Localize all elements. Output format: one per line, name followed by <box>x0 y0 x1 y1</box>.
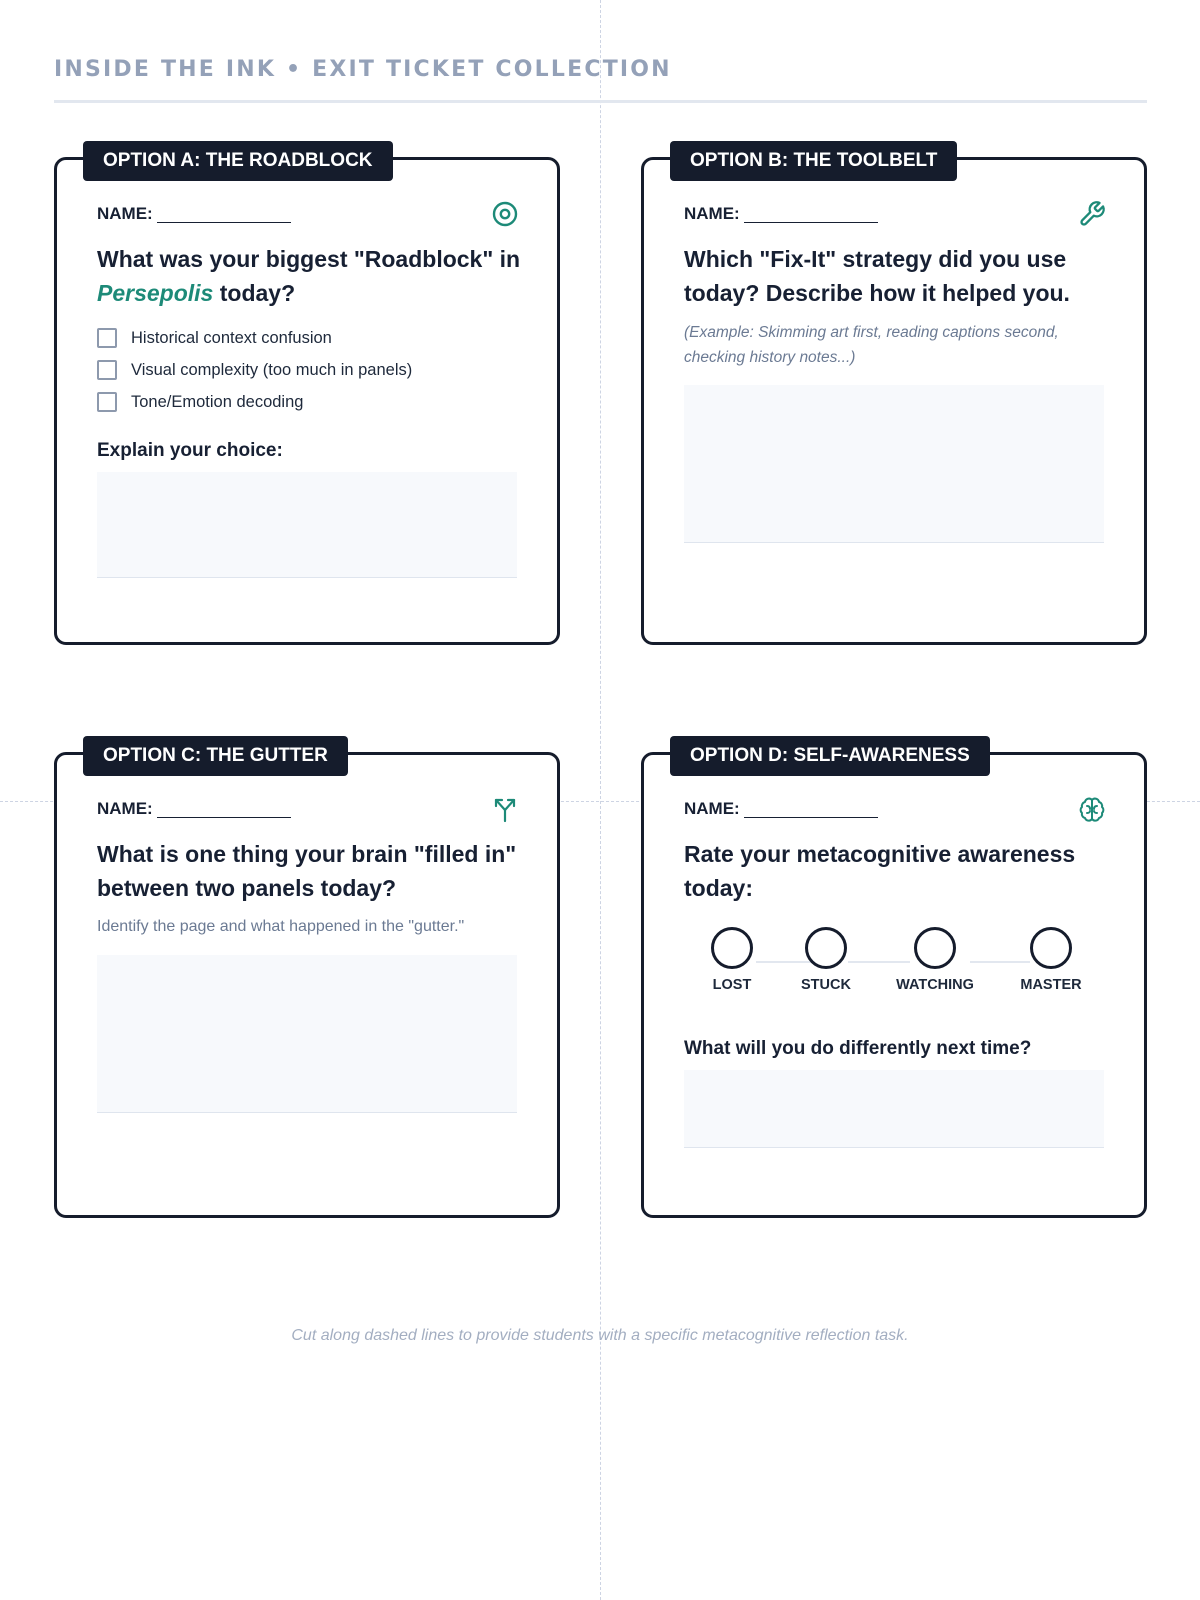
checkbox-option[interactable] <box>97 354 412 386</box>
name-row <box>97 204 291 225</box>
name-row <box>97 799 291 820</box>
question-text: What is one thing your brain "filled in" between two panels today? <box>97 841 517 901</box>
page-title: INSIDE THE INK • EXIT TICKET COLLECTION <box>54 57 672 82</box>
name-blank[interactable] <box>744 797 878 818</box>
scale-label: STUCK <box>801 977 851 993</box>
scale-option-watching[interactable] <box>880 927 990 993</box>
awareness-scale <box>644 927 1144 1001</box>
checkbox[interactable] <box>97 360 117 380</box>
checkbox[interactable] <box>97 328 117 348</box>
roadblock-options <box>97 322 412 418</box>
explain-label: Explain your choice: <box>97 440 283 461</box>
book-title: Persepolis <box>97 280 214 306</box>
scale-label: WATCHING <box>896 977 974 993</box>
name-blank[interactable] <box>157 797 291 818</box>
rating-circle[interactable] <box>711 927 753 969</box>
question-part: today? <box>213 280 296 306</box>
option-label: Visual complexity (too much in panels) <box>131 360 413 379</box>
answer-box[interactable] <box>97 955 517 1113</box>
option-label: Historical context confusion <box>131 328 332 347</box>
question-text: Rate your metacognitive awareness today: <box>684 841 1076 901</box>
name-blank[interactable] <box>157 202 291 223</box>
exit-ticket-card-a <box>54 150 560 645</box>
question-text: Which "Fix-It" strategy did you use today? Describe how it helped you. <box>684 246 1070 306</box>
scale-option-master[interactable] <box>996 927 1106 993</box>
exit-ticket-card-b <box>641 150 1147 645</box>
wrench-icon <box>1078 200 1106 228</box>
exit-ticket-card-c <box>54 745 560 1218</box>
split-arrow-icon <box>491 795 519 823</box>
brain-icon <box>1078 795 1106 823</box>
question-text <box>97 242 529 310</box>
card-tab: OPTION D: SELF-AWARENESS <box>670 736 990 776</box>
name-row <box>684 799 878 820</box>
card-tab: OPTION C: THE GUTTER <box>83 736 348 776</box>
name-label: NAME: <box>684 204 740 223</box>
scale-option-stuck[interactable] <box>771 927 881 993</box>
checkbox-option[interactable] <box>97 386 412 418</box>
rating-circle[interactable] <box>1030 927 1072 969</box>
scale-label: LOST <box>712 977 752 993</box>
checkbox[interactable] <box>97 392 117 412</box>
exit-ticket-card-d <box>641 745 1147 1218</box>
checkbox-option[interactable] <box>97 322 412 354</box>
footer-note: Cut along dashed lines to provide students with a specific metacognitive reflection task. <box>291 1327 909 1344</box>
question-part: What was your biggest "Roadblock" in <box>97 246 521 272</box>
next-time-label: What will you do differently next time? <box>684 1038 1032 1059</box>
name-label: NAME: <box>97 799 153 818</box>
card-tab: OPTION A: THE ROADBLOCK <box>83 141 393 181</box>
question-hint: Identify the page and what happened in the "gutter." <box>97 918 465 935</box>
rating-circle[interactable] <box>805 927 847 969</box>
card-tab: OPTION B: THE TOOLBELT <box>670 141 957 181</box>
example-hint: (Example: Skimming art first, reading captions second, checking history notes...) <box>684 324 1059 366</box>
rating-circle[interactable] <box>914 927 956 969</box>
name-label: NAME: <box>97 204 153 223</box>
answer-box[interactable] <box>684 1070 1104 1148</box>
page-header <box>54 56 1147 103</box>
option-label: Tone/Emotion decoding <box>131 392 304 411</box>
target-icon <box>491 200 519 228</box>
name-label: NAME: <box>684 799 740 818</box>
vertical-cut-line <box>600 0 601 1600</box>
scale-label: MASTER <box>1020 977 1082 993</box>
name-blank[interactable] <box>744 202 878 223</box>
answer-box[interactable] <box>684 385 1104 543</box>
answer-box[interactable] <box>97 472 517 578</box>
name-row <box>684 204 878 225</box>
